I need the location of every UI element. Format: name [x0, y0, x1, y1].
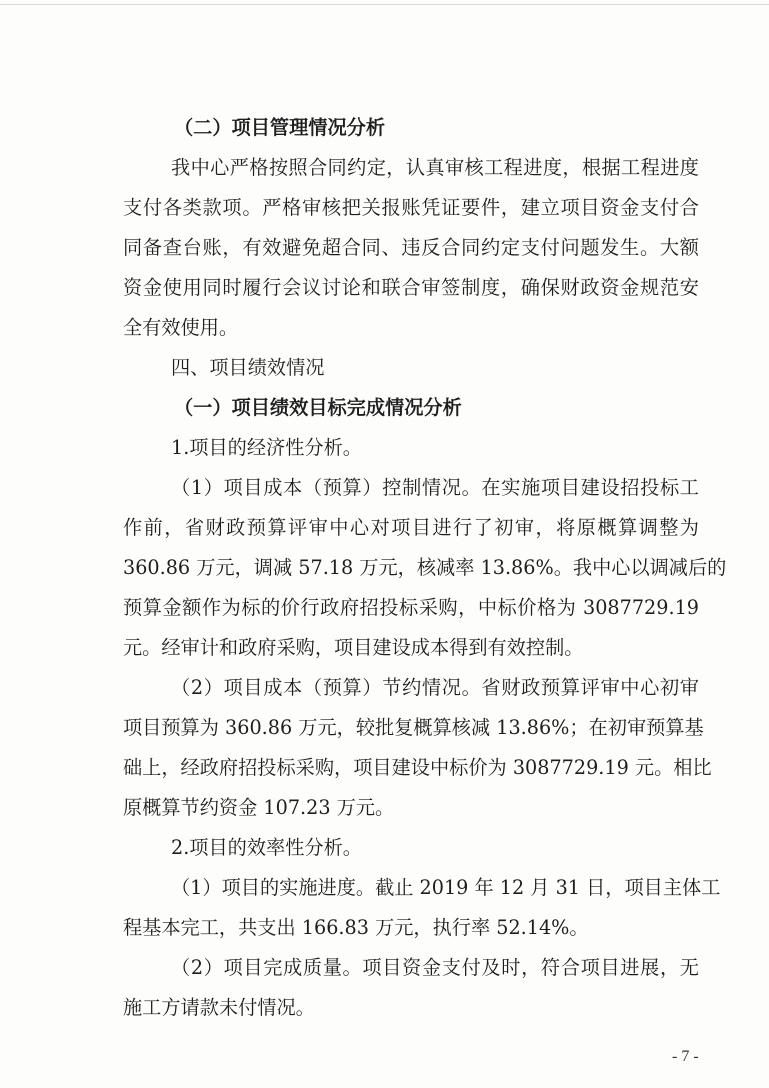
paragraph-line: （2）项目成本（预算）节约情况。省财政预算评审中心初审 [171, 676, 699, 699]
top-rule [0, 4, 769, 5]
paragraph-quality [123, 952, 699, 1023]
paragraph-line: 同备查台账，有效避免超合同、违反合同约定支付问题发生。大额 [123, 236, 699, 259]
document-body [123, 112, 727, 1023]
paragraph-line: 作前，省财政预算评审中心对项目进行了初审，将原概算调整为 [123, 516, 699, 539]
item-efficiency-analysis: 2.项目的效率性分析。 [171, 836, 362, 859]
paragraph-line: 资金使用同时履行会议讨论和联合审签制度，确保财政资金规范安 [123, 276, 699, 299]
paragraph-cost-saving [123, 672, 712, 823]
page-number: - 7 - [672, 1048, 699, 1065]
paragraph-line: 支付各类款项。严格审核把关报账凭证要件，建立项目资金支付合 [123, 196, 699, 219]
paragraph-line: 础上，经政府招投标采购，项目建设中标价为 3087729.19 元。相比 [123, 756, 712, 779]
paragraph-line: 程基本完工，共支出 166.83 万元，执行率 52.14%。 [123, 916, 589, 939]
item-economy-analysis: 1.项目的经济性分析。 [171, 436, 362, 459]
paragraph-line: 施工方请款未付情况。 [123, 996, 315, 1019]
paragraph-line: （1）项目成本（预算）控制情况。在实施项目建设招投标工 [171, 476, 699, 499]
paragraph-line: （2）项目完成质量。项目资金支付及时，符合项目进展，无 [171, 956, 699, 979]
paragraph-line: 全有效使用。 [123, 316, 239, 339]
paragraph-cost-control [123, 472, 727, 663]
paragraph-line: 元。经审计和政府采购，项目建设成本得到有效控制。 [123, 636, 584, 659]
section-heading-project-management: （二）项目管理情况分析 [174, 116, 386, 139]
paragraph-line: 项目预算为 360.86 万元，较批复概算核减 13.86%；在初审预算基 [123, 716, 704, 739]
paragraph-line: 预算金额作为标的价行政府招投标采购，中标价格为 3087729.19 [123, 596, 699, 619]
paragraph-management [123, 152, 699, 343]
sub-heading-target-analysis: （一）项目绩效目标完成情况分析 [174, 396, 462, 419]
paragraph-line: （1）项目的实施进度。截止 2019 年 12 月 31 日，项目主体工 [171, 876, 721, 899]
paragraph-line: 我中心严格按照合同约定，认真审核工程进度，根据工程进度 [171, 156, 699, 179]
paragraph-line: 原概算节约资金 107.23 万元。 [123, 796, 395, 819]
paragraph-line: 360.86 万元，调减 57.18 万元，核减率 13.86%。我中心以调减后的 [123, 556, 727, 579]
section-heading-performance: 四、项目绩效情况 [171, 356, 325, 379]
paragraph-progress [123, 872, 721, 943]
